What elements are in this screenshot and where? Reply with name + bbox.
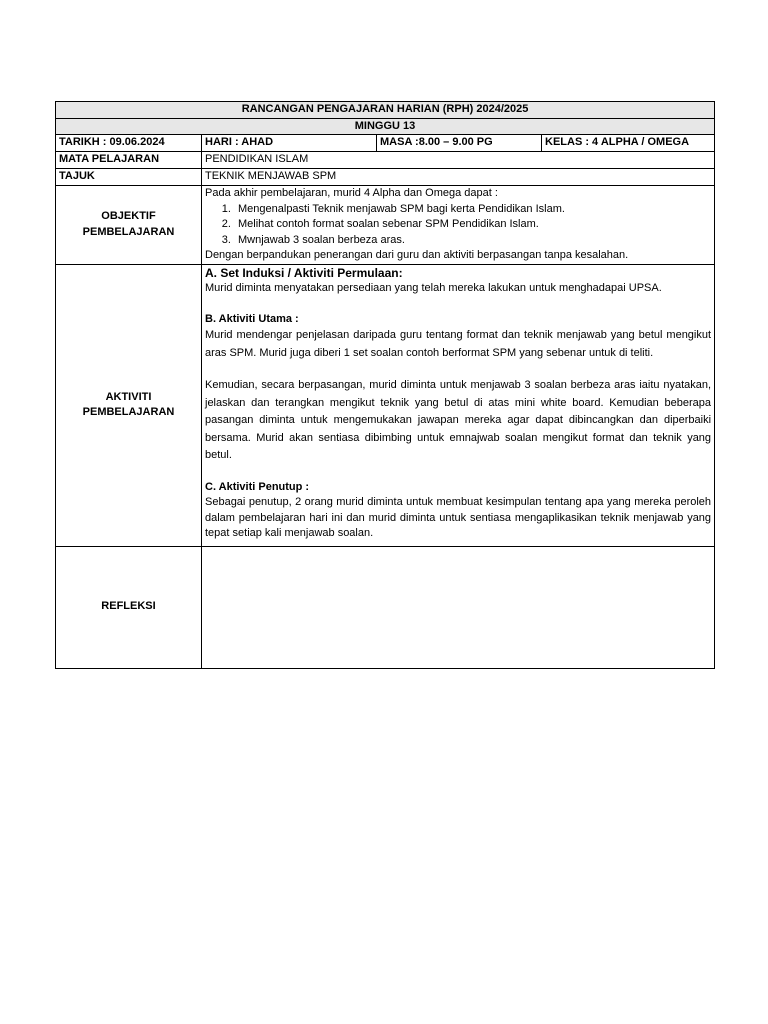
plan-title: RANCANGAN PENGAJARAN HARIAN (RPH) 2024/2025 [56, 102, 715, 119]
objectives-outro: Dengan berpandukan penerangan dari guru dan aktiviti berpasangan tanpa kesalahan. [205, 249, 629, 261]
topic-label: TAJUK [56, 169, 202, 186]
activities-label-line2: PEMBELAJARAN [82, 406, 175, 418]
day-cell: HARI : AHAD [202, 135, 377, 152]
induction-text: Murid diminta menyatakan persediaan yang telah mereka lakukan untuk menghadapai UPSA. [205, 282, 662, 294]
reflection-label: REFLEKSI [56, 546, 202, 668]
subject-label: MATA PELAJARAN [56, 152, 202, 169]
topic-value: TEKNIK MENJAWAB SPM [202, 169, 715, 186]
main-activity-title: B. Aktiviti Utama : [205, 312, 299, 325]
class-cell: KELAS : 4 ALPHA / OMEGA [542, 135, 715, 152]
activities-content [202, 264, 715, 546]
objectives-intro: Pada akhir pembelajaran, murid 4 Alpha dan Omega dapat : [205, 187, 498, 199]
main-activity-text-2: Kemudian, secara berpasangan, murid diminta untuk menjawab 3 soalan berbeza aras iaitu nyatakan, jelaskan dan terangkan mengikut teknik yang betul di atas mini white board. Kemudian beberapa pasangan diminta untuk mengemukakan jawapan mereka agar dapat dibincangkan dan diperbaiki bersama. Murid akan sentiasa dibimbing untuk emnajwab soalan mengikut format dan teknik yang betul. [205, 379, 712, 461]
closing-activity-text: Sebagai penutup, 2 orang murid diminta untuk membuat kesimpulan tentang apa yang mereka peroleh dalam pembelajaran hari ini dan murid diminta untuk sentiasa mengaplikasikan teknik menjawab yang tepat setiap kali menjawab soalan. [205, 496, 712, 539]
objectives-label-line2: PEMBELAJARAN [82, 225, 175, 238]
objectives-list [205, 202, 711, 249]
subject-value: PENDIDIKAN ISLAM [202, 152, 715, 169]
lesson-plan-table [55, 101, 715, 669]
objective-item: 2. Melihat contoh format soalan sebenar SPM Pendidikan Islam. [234, 217, 711, 233]
objectives-label [56, 186, 202, 265]
objective-item: 1. Mengenalpasti Teknik menjawab SPM bagi kerta Pendidikan Islam. [234, 202, 711, 218]
activities-label-line1: AKTIVITI [105, 390, 152, 403]
main-activity-text-1: Murid mendengar penjelasan daripada guru tentang format dan teknik menjawab yang betul mengikut aras SPM. Murid juga diberi 1 set soalan contoh berformat SPM yang sebenar untuk di teliti. [205, 329, 712, 359]
activities-label [56, 264, 202, 546]
closing-activity-title: C. Aktiviti Penutup : [205, 480, 310, 493]
date-cell: TARIKH : 09.06.2024 [56, 135, 202, 152]
objective-item: 3. Mwnjawab 3 soalan berbeza aras. [234, 233, 711, 249]
induction-title: A. Set Induksi / Aktiviti Permulaan: [205, 265, 403, 280]
reflection-content [202, 546, 715, 668]
objectives-content [202, 186, 715, 265]
time-cell: MASA :8.00 – 9.00 PG [377, 135, 542, 152]
objectives-label-line1: OBJEKTIF [101, 210, 156, 223]
week-label: MINGGU 13 [56, 118, 715, 135]
